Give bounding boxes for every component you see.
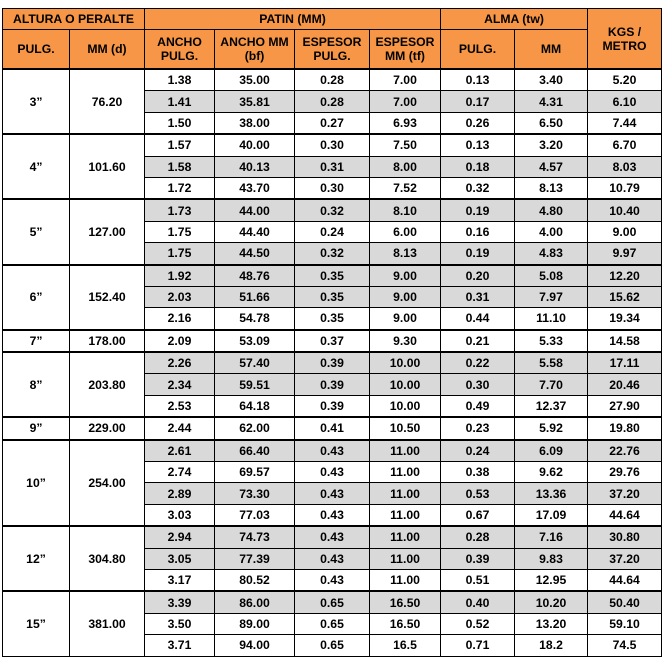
- cell-value: 0.13: [441, 69, 515, 91]
- cell-value: 1.58: [145, 156, 215, 177]
- cell-value: 74.5: [588, 635, 662, 656]
- cell-value: 0.28: [441, 526, 515, 548]
- cell-value: 10.79: [588, 177, 662, 199]
- cell-value: 27.90: [588, 395, 662, 417]
- cell-value: 1.41: [145, 91, 215, 112]
- cell-value: 3.17: [145, 569, 215, 591]
- cell-value: 19.80: [588, 417, 662, 439]
- header-ancho-pulg: ANCHO PULG.: [145, 30, 215, 70]
- cell-value: 74.73: [215, 526, 295, 548]
- table-row: [3, 440, 662, 462]
- cell-value: 16.5: [370, 635, 441, 656]
- cell-value: 0.24: [295, 221, 370, 242]
- cell-value: 86.00: [215, 591, 295, 613]
- cell-value: 62.00: [215, 417, 295, 439]
- cell-value: 0.44: [441, 308, 515, 330]
- cell-value: 5.33: [515, 330, 588, 352]
- cell-value: 57.40: [215, 352, 295, 374]
- cell-value: 8.13: [370, 243, 441, 265]
- cell-mm-d: 229.00: [70, 417, 145, 439]
- cell-value: 18.2: [515, 635, 588, 656]
- cell-value: 12.20: [588, 265, 662, 287]
- cell-value: 0.39: [295, 352, 370, 374]
- header-mm-d: MM (d): [70, 30, 145, 70]
- cell-value: 0.37: [295, 330, 370, 352]
- cell-value: 0.53: [441, 483, 515, 504]
- cell-value: 12.37: [515, 395, 588, 417]
- cell-value: 11.00: [370, 483, 441, 504]
- cell-value: 0.18: [441, 156, 515, 177]
- header-ancho-mm: ANCHO MM (bf): [215, 30, 295, 70]
- cell-pulg: 9”: [3, 417, 70, 439]
- cell-value: 38.00: [215, 112, 295, 134]
- cell-mm-d: 203.80: [70, 352, 145, 417]
- cell-value: 0.65: [295, 591, 370, 613]
- cell-pulg: 15”: [3, 591, 70, 656]
- cell-value: 1.38: [145, 69, 215, 91]
- cell-value: 3.05: [145, 548, 215, 569]
- cell-value: 2.16: [145, 308, 215, 330]
- cell-value: 0.39: [295, 395, 370, 417]
- cell-value: 0.39: [295, 374, 370, 395]
- beam-spec-table: [2, 8, 662, 657]
- cell-value: 0.67: [441, 504, 515, 526]
- cell-value: 0.31: [441, 286, 515, 307]
- cell-value: 12.95: [515, 569, 588, 591]
- cell-value: 9.00: [588, 221, 662, 242]
- cell-value: 6.93: [370, 112, 441, 134]
- cell-value: 0.43: [295, 569, 370, 591]
- cell-value: 7.50: [370, 134, 441, 156]
- cell-value: 54.78: [215, 308, 295, 330]
- cell-pulg: 3”: [3, 69, 70, 134]
- cell-value: 9.00: [370, 265, 441, 287]
- cell-value: 2.74: [145, 462, 215, 483]
- cell-pulg: 7”: [3, 330, 70, 352]
- cell-value: 20.46: [588, 374, 662, 395]
- table-row: [3, 265, 662, 287]
- cell-value: 2.89: [145, 483, 215, 504]
- header-altura: ALTURA O PERALTE: [3, 9, 145, 30]
- cell-value: 7.97: [515, 286, 588, 307]
- cell-value: 0.30: [295, 134, 370, 156]
- header-pulg: PULG.: [3, 30, 70, 70]
- cell-value: 30.80: [588, 526, 662, 548]
- cell-value: 8.00: [370, 156, 441, 177]
- table-row: [3, 417, 662, 439]
- cell-value: 16.50: [370, 591, 441, 613]
- header-alma-pulg: PULG.: [441, 30, 515, 70]
- cell-mm-d: 178.00: [70, 330, 145, 352]
- cell-value: 9.30: [370, 330, 441, 352]
- cell-value: 10.40: [588, 199, 662, 221]
- cell-value: 17.09: [515, 504, 588, 526]
- cell-mm-d: 304.80: [70, 526, 145, 591]
- cell-value: 5.92: [515, 417, 588, 439]
- cell-value: 6.10: [588, 91, 662, 112]
- cell-value: 94.00: [215, 635, 295, 656]
- cell-value: 59.10: [588, 613, 662, 634]
- cell-value: 1.50: [145, 112, 215, 134]
- cell-value: 0.13: [441, 134, 515, 156]
- cell-mm-d: 254.00: [70, 440, 145, 527]
- cell-value: 4.31: [515, 91, 588, 112]
- cell-value: 10.00: [370, 352, 441, 374]
- table-body: [3, 69, 662, 656]
- cell-value: 0.32: [295, 243, 370, 265]
- cell-value: 8.13: [515, 177, 588, 199]
- cell-value: 7.52: [370, 177, 441, 199]
- cell-value: 0.22: [441, 352, 515, 374]
- header-alma-mm: MM: [515, 30, 588, 70]
- cell-value: 4.57: [515, 156, 588, 177]
- cell-value: 48.76: [215, 265, 295, 287]
- cell-value: 1.57: [145, 134, 215, 156]
- cell-value: 2.61: [145, 440, 215, 462]
- cell-value: 0.51: [441, 569, 515, 591]
- table-row: [3, 330, 662, 352]
- cell-value: 6.00: [370, 221, 441, 242]
- header-espesor-pulg: ESPESOR PULG.: [295, 30, 370, 70]
- cell-value: 77.03: [215, 504, 295, 526]
- cell-value: 0.35: [295, 308, 370, 330]
- cell-value: 0.35: [295, 286, 370, 307]
- cell-value: 0.26: [441, 112, 515, 134]
- cell-value: 0.65: [295, 635, 370, 656]
- cell-value: 11.00: [370, 504, 441, 526]
- cell-value: 2.44: [145, 417, 215, 439]
- cell-value: 37.20: [588, 548, 662, 569]
- cell-value: 6.50: [515, 112, 588, 134]
- cell-value: 44.50: [215, 243, 295, 265]
- cell-value: 40.00: [215, 134, 295, 156]
- cell-value: 0.43: [295, 440, 370, 462]
- cell-value: 8.03: [588, 156, 662, 177]
- cell-value: 9.62: [515, 462, 588, 483]
- cell-value: 0.17: [441, 91, 515, 112]
- cell-value: 0.43: [295, 504, 370, 526]
- cell-value: 8.10: [370, 199, 441, 221]
- cell-value: 9.00: [370, 286, 441, 307]
- cell-value: 0.28: [295, 91, 370, 112]
- cell-value: 0.38: [441, 462, 515, 483]
- cell-value: 2.26: [145, 352, 215, 374]
- cell-value: 7.44: [588, 112, 662, 134]
- cell-value: 1.72: [145, 177, 215, 199]
- cell-value: 9.00: [370, 308, 441, 330]
- cell-value: 0.23: [441, 417, 515, 439]
- cell-value: 0.28: [295, 69, 370, 91]
- cell-value: 40.13: [215, 156, 295, 177]
- cell-value: 3.40: [515, 69, 588, 91]
- cell-value: 5.58: [515, 352, 588, 374]
- table-row: [3, 199, 662, 221]
- cell-value: 0.35: [295, 265, 370, 287]
- cell-value: 9.83: [515, 548, 588, 569]
- cell-value: 9.97: [588, 243, 662, 265]
- cell-value: 7.70: [515, 374, 588, 395]
- cell-value: 0.65: [295, 613, 370, 634]
- cell-value: 0.30: [295, 177, 370, 199]
- cell-mm-d: 127.00: [70, 199, 145, 264]
- cell-mm-d: 152.40: [70, 265, 145, 330]
- cell-value: 35.00: [215, 69, 295, 91]
- cell-value: 7.00: [370, 91, 441, 112]
- cell-value: 3.39: [145, 591, 215, 613]
- cell-value: 2.34: [145, 374, 215, 395]
- cell-value: 6.70: [588, 134, 662, 156]
- cell-value: 59.51: [215, 374, 295, 395]
- cell-value: 44.40: [215, 221, 295, 242]
- cell-value: 69.57: [215, 462, 295, 483]
- table-row: [3, 526, 662, 548]
- cell-value: 7.16: [515, 526, 588, 548]
- cell-value: 0.19: [441, 243, 515, 265]
- cell-mm-d: 381.00: [70, 591, 145, 656]
- cell-value: 2.09: [145, 330, 215, 352]
- cell-value: 0.24: [441, 440, 515, 462]
- cell-value: 19.34: [588, 308, 662, 330]
- cell-value: 1.75: [145, 243, 215, 265]
- cell-value: 0.27: [295, 112, 370, 134]
- cell-value: 13.36: [515, 483, 588, 504]
- cell-value: 0.31: [295, 156, 370, 177]
- cell-value: 66.40: [215, 440, 295, 462]
- cell-value: 0.32: [441, 177, 515, 199]
- cell-value: 77.39: [215, 548, 295, 569]
- cell-value: 1.92: [145, 265, 215, 287]
- cell-value: 0.43: [295, 526, 370, 548]
- cell-value: 0.41: [295, 417, 370, 439]
- cell-value: 44.64: [588, 504, 662, 526]
- cell-value: 10.50: [370, 417, 441, 439]
- cell-value: 13.20: [515, 613, 588, 634]
- cell-mm-d: 101.60: [70, 134, 145, 199]
- cell-value: 10.20: [515, 591, 588, 613]
- table-row: [3, 69, 662, 91]
- cell-value: 17.11: [588, 352, 662, 374]
- cell-value: 3.20: [515, 134, 588, 156]
- cell-value: 0.43: [295, 462, 370, 483]
- header-kgs-metro: KGS / METRO: [588, 9, 662, 70]
- cell-value: 0.16: [441, 221, 515, 242]
- cell-pulg: 8”: [3, 352, 70, 417]
- cell-value: 43.70: [215, 177, 295, 199]
- cell-mm-d: 76.20: [70, 69, 145, 134]
- cell-value: 0.39: [441, 548, 515, 569]
- table-row: [3, 134, 662, 156]
- cell-value: 29.76: [588, 462, 662, 483]
- cell-value: 4.80: [515, 199, 588, 221]
- cell-value: 0.21: [441, 330, 515, 352]
- cell-value: 1.75: [145, 221, 215, 242]
- cell-value: 0.20: [441, 265, 515, 287]
- cell-value: 73.30: [215, 483, 295, 504]
- cell-value: 6.09: [515, 440, 588, 462]
- cell-value: 51.66: [215, 286, 295, 307]
- cell-value: 2.94: [145, 526, 215, 548]
- cell-value: 0.71: [441, 635, 515, 656]
- header-espesor-mm: ESPESOR MM (tf): [370, 30, 441, 70]
- cell-value: 11.00: [370, 569, 441, 591]
- cell-value: 0.43: [295, 483, 370, 504]
- cell-value: 50.40: [588, 591, 662, 613]
- cell-value: 5.08: [515, 265, 588, 287]
- cell-value: 11.00: [370, 462, 441, 483]
- cell-pulg: 6”: [3, 265, 70, 330]
- cell-value: 10.00: [370, 374, 441, 395]
- cell-value: 3.50: [145, 613, 215, 634]
- header-patin: PATIN (MM): [145, 9, 441, 30]
- cell-value: 89.00: [215, 613, 295, 634]
- cell-value: 16.50: [370, 613, 441, 634]
- cell-value: 64.18: [215, 395, 295, 417]
- cell-value: 0.32: [295, 199, 370, 221]
- cell-value: 5.20: [588, 69, 662, 91]
- cell-value: 7.00: [370, 69, 441, 91]
- table-row: [3, 591, 662, 613]
- cell-value: 37.20: [588, 483, 662, 504]
- cell-value: 0.49: [441, 395, 515, 417]
- cell-value: 2.53: [145, 395, 215, 417]
- cell-value: 0.43: [295, 548, 370, 569]
- cell-value: 4.83: [515, 243, 588, 265]
- cell-pulg: 12”: [3, 526, 70, 591]
- cell-value: 14.58: [588, 330, 662, 352]
- cell-value: 15.62: [588, 286, 662, 307]
- cell-value: 0.30: [441, 374, 515, 395]
- cell-pulg: 5”: [3, 199, 70, 264]
- header-alma: ALMA (tw): [441, 9, 588, 30]
- cell-value: 53.09: [215, 330, 295, 352]
- cell-value: 0.52: [441, 613, 515, 634]
- cell-value: 11.00: [370, 548, 441, 569]
- table-row: [3, 352, 662, 374]
- cell-value: 11.00: [370, 440, 441, 462]
- cell-value: 35.81: [215, 91, 295, 112]
- cell-pulg: 4”: [3, 134, 70, 199]
- cell-value: 0.19: [441, 199, 515, 221]
- cell-value: 4.00: [515, 221, 588, 242]
- cell-value: 3.71: [145, 635, 215, 656]
- cell-value: 44.00: [215, 199, 295, 221]
- cell-value: 22.76: [588, 440, 662, 462]
- cell-value: 1.73: [145, 199, 215, 221]
- cell-value: 0.40: [441, 591, 515, 613]
- cell-value: 2.03: [145, 286, 215, 307]
- cell-value: 3.03: [145, 504, 215, 526]
- cell-value: 11.10: [515, 308, 588, 330]
- cell-value: 11.00: [370, 526, 441, 548]
- cell-value: 80.52: [215, 569, 295, 591]
- cell-pulg: 10”: [3, 440, 70, 527]
- cell-value: 44.64: [588, 569, 662, 591]
- cell-value: 10.00: [370, 395, 441, 417]
